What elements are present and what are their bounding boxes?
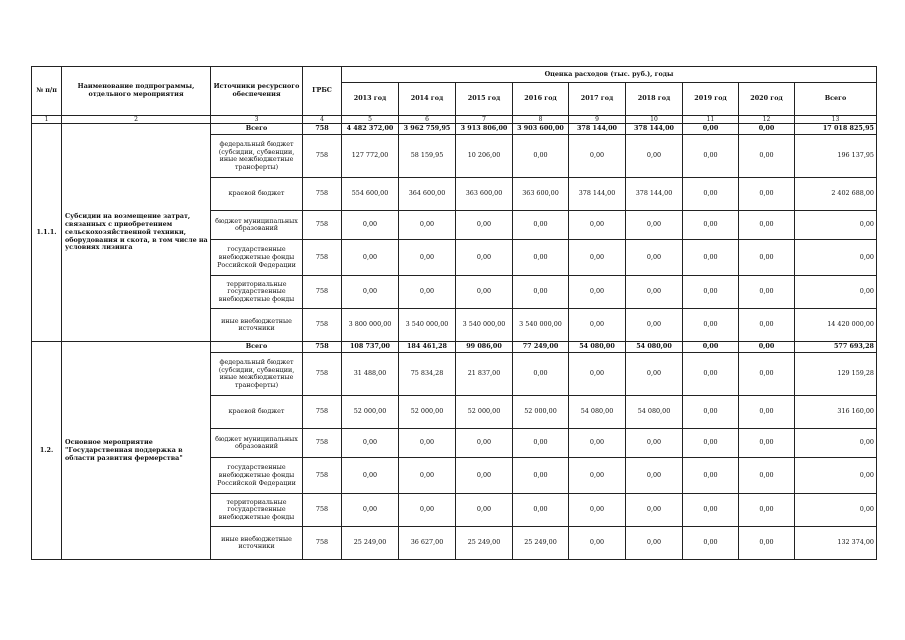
value-cell: 0,00 [569, 240, 626, 276]
value-cell: 3 540 000,00 [399, 309, 456, 342]
grbs-cell: 758 [303, 527, 342, 560]
value-cell: 3 913 806,00 [456, 124, 513, 135]
grbs-cell: 758 [303, 458, 342, 494]
value-cell: 0,00 [513, 458, 569, 494]
value-cell: 129 159,28 [795, 353, 877, 396]
value-cell: 31 488,00 [342, 353, 399, 396]
value-cell: 52 000,00 [399, 396, 456, 429]
value-cell: 10 206,00 [456, 135, 513, 178]
value-cell: 0,00 [739, 353, 795, 396]
value-cell: 363 600,00 [456, 178, 513, 211]
value-cell: 0,00 [739, 135, 795, 178]
value-cell: 316 160,00 [795, 396, 877, 429]
value-cell: 3 800 000,00 [342, 309, 399, 342]
table-row [32, 124, 877, 135]
value-cell: 0,00 [456, 211, 513, 240]
value-cell: 0,00 [626, 240, 683, 276]
value-cell: 21 837,00 [456, 353, 513, 396]
value-cell: 0,00 [569, 211, 626, 240]
value-cell: 0,00 [569, 276, 626, 309]
value-cell: 0,00 [683, 135, 739, 178]
header-year: Всего [795, 83, 877, 116]
grbs-cell: 758 [303, 309, 342, 342]
value-cell: 554 600,00 [342, 178, 399, 211]
column-number: 10 [626, 116, 683, 124]
grbs-cell: 758 [303, 178, 342, 211]
value-cell: 0,00 [683, 353, 739, 396]
column-number: 9 [569, 116, 626, 124]
value-cell: 0,00 [399, 276, 456, 309]
value-cell: 0,00 [795, 494, 877, 527]
value-cell: 0,00 [569, 353, 626, 396]
value-cell: 25 249,00 [342, 527, 399, 560]
header-year: 2016 год [513, 83, 569, 116]
value-cell: 0,00 [513, 276, 569, 309]
value-cell: 0,00 [342, 276, 399, 309]
value-cell: 0,00 [739, 240, 795, 276]
value-cell: 378 144,00 [569, 178, 626, 211]
value-cell: 0,00 [342, 429, 399, 458]
item-name: Субсидии на возмещение затрат, связанных с приобретением сельскохозяйственной техники, оборудования и скота, в том числе на условиях лизинга [62, 124, 211, 342]
source-cell: бюджет муниципальных образований [211, 429, 303, 458]
value-cell: 52 000,00 [342, 396, 399, 429]
column-number: 8 [513, 116, 569, 124]
value-cell: 378 144,00 [626, 178, 683, 211]
value-cell: 52 000,00 [456, 396, 513, 429]
header-year: 2013 год [342, 83, 399, 116]
value-cell: 25 249,00 [513, 527, 569, 560]
value-cell: 364 600,00 [399, 178, 456, 211]
value-cell: 54 080,00 [569, 342, 626, 353]
value-cell: 0,00 [399, 211, 456, 240]
column-number: 12 [739, 116, 795, 124]
value-cell: 0,00 [739, 178, 795, 211]
grbs-cell: 758 [303, 396, 342, 429]
value-cell: 17 018 825,95 [795, 124, 877, 135]
value-cell: 36 627,00 [399, 527, 456, 560]
value-cell: 0,00 [683, 309, 739, 342]
source-cell: краевой бюджет [211, 396, 303, 429]
column-number: 11 [683, 116, 739, 124]
value-cell: 0,00 [739, 458, 795, 494]
value-cell: 0,00 [513, 494, 569, 527]
header-year: 2018 год [626, 83, 683, 116]
value-cell: 0,00 [683, 342, 739, 353]
value-cell: 0,00 [456, 240, 513, 276]
value-cell: 0,00 [739, 396, 795, 429]
value-cell: 0,00 [456, 429, 513, 458]
column-number: 1 [32, 116, 62, 124]
grbs-cell: 758 [303, 342, 342, 353]
value-cell: 0,00 [795, 211, 877, 240]
source-cell: иные внебюджетные источники [211, 309, 303, 342]
value-cell: 3 903 600,00 [513, 124, 569, 135]
header-num: № п/п [32, 67, 62, 116]
value-cell: 0,00 [683, 527, 739, 560]
column-number: 2 [62, 116, 211, 124]
header-grbs: ГРБС [303, 67, 342, 116]
value-cell: 0,00 [626, 494, 683, 527]
value-cell: 0,00 [739, 429, 795, 458]
value-cell: 0,00 [569, 429, 626, 458]
value-cell: 0,00 [683, 458, 739, 494]
value-cell: 0,00 [342, 494, 399, 527]
value-cell: 0,00 [569, 494, 626, 527]
value-cell: 52 000,00 [513, 396, 569, 429]
value-cell: 0,00 [456, 494, 513, 527]
value-cell: 0,00 [683, 396, 739, 429]
value-cell: 378 144,00 [626, 124, 683, 135]
value-cell: 0,00 [795, 429, 877, 458]
value-cell: 0,00 [399, 429, 456, 458]
value-cell: 0,00 [739, 276, 795, 309]
grbs-cell: 758 [303, 494, 342, 527]
value-cell: 0,00 [342, 240, 399, 276]
column-number: 7 [456, 116, 513, 124]
grbs-cell: 758 [303, 211, 342, 240]
value-cell: 0,00 [683, 124, 739, 135]
grbs-cell: 758 [303, 124, 342, 135]
value-cell: 0,00 [569, 309, 626, 342]
value-cell: 0,00 [795, 458, 877, 494]
value-cell: 0,00 [456, 458, 513, 494]
value-cell: 132 374,00 [795, 527, 877, 560]
value-cell: 378 144,00 [569, 124, 626, 135]
value-cell: 0,00 [569, 527, 626, 560]
value-cell: 0,00 [342, 211, 399, 240]
value-cell: 0,00 [626, 527, 683, 560]
value-cell: 0,00 [513, 211, 569, 240]
table-row [32, 342, 877, 353]
header-year: 2015 год [456, 83, 513, 116]
value-cell: 0,00 [739, 124, 795, 135]
grbs-cell: 758 [303, 240, 342, 276]
value-cell: 54 080,00 [626, 396, 683, 429]
value-cell: 127 772,00 [342, 135, 399, 178]
source-cell: федеральный бюджет (субсидии, субвенции, иные межбюджетные трансферты) [211, 135, 303, 178]
value-cell: 54 080,00 [569, 396, 626, 429]
source-cell: федеральный бюджет (субсидии, субвенции, иные межбюджетные трансферты) [211, 353, 303, 396]
item-number: 1.1.1. [32, 124, 62, 342]
value-cell: 0,00 [513, 240, 569, 276]
grbs-cell: 758 [303, 353, 342, 396]
column-number: 5 [342, 116, 399, 124]
value-cell: 0,00 [399, 494, 456, 527]
value-cell: 0,00 [626, 458, 683, 494]
value-cell: 0,00 [513, 135, 569, 178]
value-cell: 0,00 [626, 429, 683, 458]
grbs-cell: 758 [303, 135, 342, 178]
value-cell: 25 249,00 [456, 527, 513, 560]
value-cell: 54 080,00 [626, 342, 683, 353]
value-cell: 4 482 372,00 [342, 124, 399, 135]
value-cell: 0,00 [513, 429, 569, 458]
value-cell: 0,00 [683, 494, 739, 527]
value-cell: 0,00 [739, 494, 795, 527]
value-cell: 0,00 [683, 429, 739, 458]
value-cell: 0,00 [683, 240, 739, 276]
value-cell: 0,00 [513, 353, 569, 396]
header-year: 2017 год [569, 83, 626, 116]
value-cell: 108 737,00 [342, 342, 399, 353]
value-cell: 0,00 [739, 309, 795, 342]
value-cell: 0,00 [739, 527, 795, 560]
value-cell: 0,00 [626, 309, 683, 342]
source-cell: Всего [211, 342, 303, 353]
value-cell: 0,00 [739, 211, 795, 240]
column-number: 13 [795, 116, 877, 124]
column-number: 6 [399, 116, 456, 124]
value-cell: 0,00 [683, 211, 739, 240]
header-year: 2020 год [739, 83, 795, 116]
value-cell: 3 540 000,00 [513, 309, 569, 342]
source-cell: государственные внебюджетные фонды Российской Федерации [211, 458, 303, 494]
value-cell: 0,00 [795, 240, 877, 276]
value-cell: 184 461,28 [399, 342, 456, 353]
value-cell: 0,00 [569, 135, 626, 178]
value-cell: 0,00 [569, 458, 626, 494]
value-cell: 99 086,00 [456, 342, 513, 353]
value-cell: 0,00 [626, 135, 683, 178]
value-cell: 0,00 [342, 458, 399, 494]
header-year: 2014 год [399, 83, 456, 116]
value-cell: 577 693,28 [795, 342, 877, 353]
item-name: Основное мероприятие "Государственная поддержка в области развития фермерства" [62, 342, 211, 560]
header-name: Наименование подпрограммы, отдельного мероприятия [62, 67, 211, 116]
value-cell: 0,00 [626, 276, 683, 309]
value-cell: 0,00 [683, 276, 739, 309]
source-cell: территориальные государственные внебюджетные фонды [211, 494, 303, 527]
value-cell: 75 834,28 [399, 353, 456, 396]
value-cell: 58 159,95 [399, 135, 456, 178]
column-number: 4 [303, 116, 342, 124]
value-cell: 0,00 [739, 342, 795, 353]
value-cell: 363 600,00 [513, 178, 569, 211]
header-sources: Источники ресурсного обеспечения [211, 67, 303, 116]
column-number: 3 [211, 116, 303, 124]
value-cell: 0,00 [795, 276, 877, 309]
value-cell: 3 540 000,00 [456, 309, 513, 342]
value-cell: 3 962 759,95 [399, 124, 456, 135]
source-cell: территориальные государственные внебюджетные фонды [211, 276, 303, 309]
value-cell: 14 420 000,00 [795, 309, 877, 342]
grbs-cell: 758 [303, 276, 342, 309]
header-estimate: Оценка расходов (тыс. руб.), годы [342, 67, 877, 83]
item-number: 1.2. [32, 342, 62, 560]
grbs-cell: 758 [303, 429, 342, 458]
source-cell: иные внебюджетные источники [211, 527, 303, 560]
source-cell: государственные внебюджетные фонды Российской Федерации [211, 240, 303, 276]
budget-table [31, 66, 877, 560]
source-cell: Всего [211, 124, 303, 135]
source-cell: бюджет муниципальных образований [211, 211, 303, 240]
value-cell: 77 249,00 [513, 342, 569, 353]
source-cell: краевой бюджет [211, 178, 303, 211]
value-cell: 196 137,95 [795, 135, 877, 178]
value-cell: 0,00 [626, 353, 683, 396]
value-cell: 0,00 [399, 240, 456, 276]
value-cell: 0,00 [456, 276, 513, 309]
value-cell: 0,00 [683, 178, 739, 211]
column-number-row [32, 116, 877, 124]
header-year: 2019 год [683, 83, 739, 116]
value-cell: 0,00 [626, 211, 683, 240]
value-cell: 2 402 688,00 [795, 178, 877, 211]
value-cell: 0,00 [399, 458, 456, 494]
